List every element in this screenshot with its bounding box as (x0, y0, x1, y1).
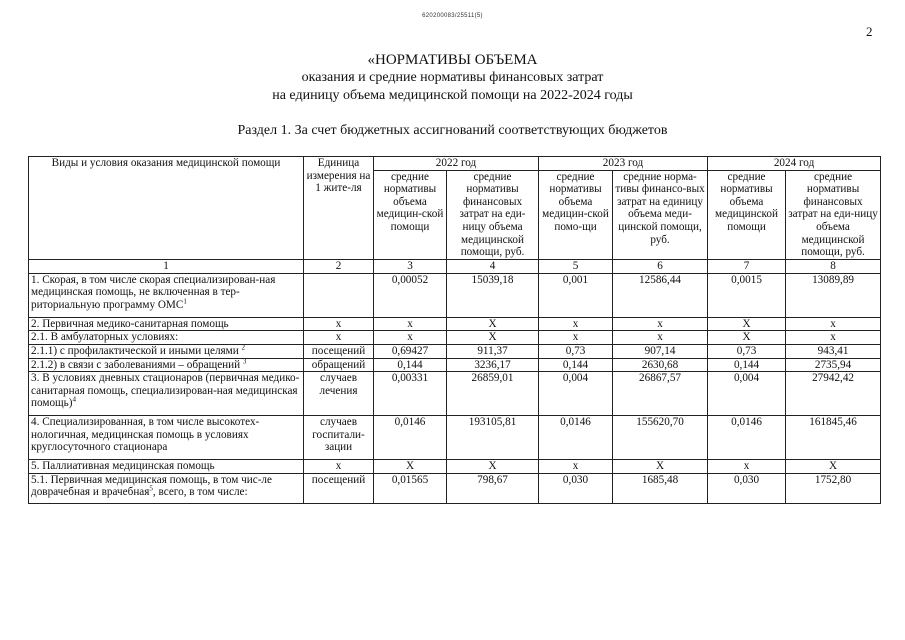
header-kind: Виды и условия оказания медицинской помощи (29, 157, 304, 260)
footnote-mark: 5 (149, 484, 153, 493)
row-label-text: 5.1. Первичная медицинская помощь, в том чис-ле доврачебная и врачебная (31, 473, 272, 499)
cell-value: х (539, 331, 613, 345)
cell-value: х (374, 317, 447, 331)
table-row (29, 460, 881, 474)
cell-value: 1685,48 (613, 473, 708, 503)
cell-value: 161845,46 (786, 416, 881, 460)
cell-value: 911,37 (447, 344, 539, 358)
row-label-text: 1. Скорая, в том числе скорая специализирован-ная медицинская помощь, не включенная в тер-риториальную программу ОМС (31, 273, 276, 311)
header-sub-volume-2024: средние нормативы объема медицинской помощи (708, 170, 786, 259)
column-number: 6 (613, 259, 708, 273)
title-line-1: «НОРМАТИВЫ ОБЪЕМА (367, 52, 538, 68)
page-number: 2 (866, 24, 873, 39)
footnote-mark: 2 (241, 344, 246, 352)
cell-value: 0,030 (708, 473, 786, 503)
column-number: 2 (304, 259, 374, 273)
cell-value: х (786, 317, 881, 331)
cell-value: 0,0146 (539, 416, 613, 460)
row-unit: х (304, 331, 374, 345)
cell-value: 0,0146 (708, 416, 786, 460)
header-row-years (29, 157, 881, 171)
row-label-text: 4. Специализированная, в том числе высокотех-нологичная, медицинская помощь в условиях круглосуточного стационара (31, 416, 260, 454)
cell-value: х (708, 460, 786, 474)
column-numbers-row (29, 259, 881, 273)
title-line-3: на единицу объема медицинской помощи на 2022-2024 годы (272, 88, 633, 103)
cell-value: 0,030 (539, 473, 613, 503)
cell-value: 0,00052 (374, 273, 447, 317)
table-row (29, 416, 881, 460)
cell-value: 0,0015 (708, 273, 786, 317)
row-label (29, 473, 304, 503)
cell-value: Х (786, 460, 881, 474)
cell-value: 0,144 (539, 358, 613, 372)
row-label-text: 2.1.2) в связи с заболеваниями – обращений (31, 358, 241, 371)
column-number: 1 (29, 259, 304, 273)
cell-value: 3236,17 (447, 358, 539, 372)
table-row (29, 372, 881, 416)
cell-value: х (539, 460, 613, 474)
cell-value: 12586,44 (613, 273, 708, 317)
row-label (29, 344, 304, 358)
cell-value: 907,14 (613, 344, 708, 358)
cell-value: 0,0146 (374, 416, 447, 460)
cell-value: 0,144 (708, 358, 786, 372)
header-sub-cost-2023: средние норма-тивы финансо-вых затрат на единицу объема меди-цинской помощи, руб. (613, 170, 708, 259)
cell-value: 0,01565 (374, 473, 447, 503)
cell-value: 0,69427 (374, 344, 447, 358)
row-label-text: 3. В условиях дневных стационаров (первичная медико-санитарная помощь, специализирован-ная медицинская помощь) (31, 372, 300, 410)
cell-value: 2630,68 (613, 358, 708, 372)
header-year-2022: 2022 год (374, 157, 539, 171)
row-label (29, 331, 304, 345)
table-row (29, 473, 881, 503)
cell-value: 13089,89 (786, 273, 881, 317)
header-sub-cost-2022: средние нормативы финансовых затрат на еди-ницу объема медицинской помощи, руб. (447, 170, 539, 259)
row-label (29, 358, 304, 372)
table-row (29, 331, 881, 345)
cell-value: х (539, 317, 613, 331)
cell-value: 27942,42 (786, 372, 881, 416)
row-label-text: 2.1.1) с профилактической и иными целями (31, 344, 239, 357)
cell-value: Х (708, 317, 786, 331)
row-unit: посещений (304, 473, 374, 503)
row-label-text: 2. Первичная медико-санитарная помощь (31, 317, 229, 330)
footnote-mark: 4 (72, 395, 76, 404)
cell-value: 0,73 (708, 344, 786, 358)
table-row (29, 358, 881, 372)
cell-value: 15039,18 (447, 273, 539, 317)
cell-value: Х (613, 460, 708, 474)
header-year-2024: 2024 год (708, 157, 881, 171)
row-label-text: 2.1. В амбулаторных условиях: (31, 331, 179, 344)
cell-value: 0,001 (539, 273, 613, 317)
cell-value: 1752,80 (786, 473, 881, 503)
column-number: 7 (708, 259, 786, 273)
footnote-mark: 1 (183, 297, 187, 306)
cell-value: х (613, 331, 708, 345)
row-label (29, 416, 304, 460)
row-unit (304, 273, 374, 317)
cell-value: 943,41 (786, 344, 881, 358)
table-row (29, 344, 881, 358)
row-label (29, 317, 304, 331)
row-unit: х (304, 460, 374, 474)
row-unit: случаев лечения (304, 372, 374, 416)
row-label (29, 460, 304, 474)
row-label (29, 372, 304, 416)
title-line-2: оказания и средние нормативы финансовых затрат (301, 70, 604, 85)
cell-value: 0,004 (539, 372, 613, 416)
cell-value: 798,67 (447, 473, 539, 503)
cell-value: 0,004 (708, 372, 786, 416)
row-unit: случаев госпитали-зации (304, 416, 374, 460)
cell-value: 193105,81 (447, 416, 539, 460)
table-row (29, 273, 881, 317)
cell-value: 0,73 (539, 344, 613, 358)
row-label-text: 5. Паллиативная медицинская помощь (31, 460, 215, 473)
cell-value: х (786, 331, 881, 345)
cell-value: 26859,01 (447, 372, 539, 416)
footnote-mark: 3 (242, 358, 247, 365)
column-number: 5 (539, 259, 613, 273)
cell-value: Х (447, 331, 539, 345)
column-number: 8 (786, 259, 881, 273)
row-label (29, 273, 304, 317)
header-sub-cost-2024: средние нормативы финансовых затрат на еди-ницу объема медицинской помощи, руб. (786, 170, 881, 259)
cell-value: 0,00331 (374, 372, 447, 416)
norms-table (28, 156, 881, 504)
cell-value: 26867,57 (613, 372, 708, 416)
row-unit: обращений (304, 358, 374, 372)
row-label-tail: , всего, в том числе: (152, 486, 248, 499)
cell-value: Х (374, 460, 447, 474)
column-number: 4 (447, 259, 539, 273)
column-number: 3 (374, 259, 447, 273)
table-row (29, 317, 881, 331)
section-title: Раздел 1. За счет бюджетных ассигнований соответствующих бюджетов (237, 123, 668, 138)
cell-value: Х (708, 331, 786, 345)
row-unit: посещений (304, 344, 374, 358)
header-sub-volume-2022: средние нормативы объема медицин-ской помощи (374, 170, 447, 259)
cell-value: х (374, 331, 447, 345)
header-unit: Единица измерения на 1 жите-ля (304, 157, 374, 260)
row-unit: х (304, 317, 374, 331)
cell-value: Х (447, 317, 539, 331)
cell-value: Х (447, 460, 539, 474)
cell-value: 2735,94 (786, 358, 881, 372)
header-year-2023: 2023 год (539, 157, 708, 171)
document-id: 620200083/25511(5) (422, 13, 483, 19)
cell-value: х (613, 317, 708, 331)
cell-value: 155620,70 (613, 416, 708, 460)
header-sub-volume-2023: средние нормативы объема медицин-ской помо-щи (539, 170, 613, 259)
cell-value: 0,144 (374, 358, 447, 372)
